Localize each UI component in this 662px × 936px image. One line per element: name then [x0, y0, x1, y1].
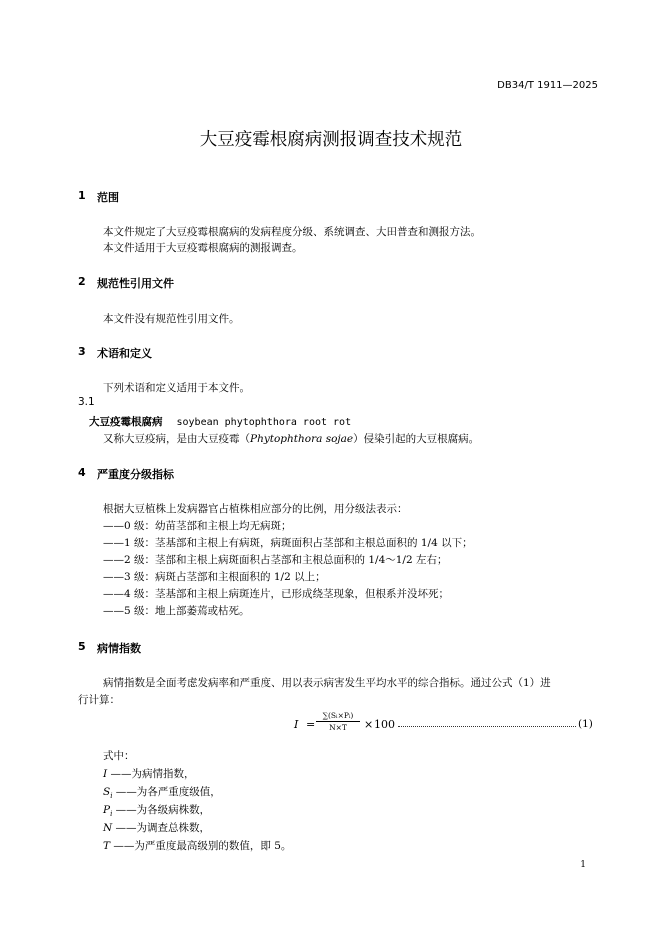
- section-4-intro: 根据大豆植株上发病器官占植株相应部分的比例，用分级法表示：: [103, 503, 408, 515]
- document-title: 大豆疫霉根腐病测报调查技术规范: [199, 130, 463, 150]
- variable-N: [103, 820, 210, 835]
- formula-number: (1): [578, 718, 593, 730]
- term-definition-part-2: ）侵染引起的大豆根腐病。: [353, 433, 480, 445]
- section-5-paragraph-line-1: 病情指数是全面考虑发病率和严重度、用以表示病害发生平均水平的综合指标。通过公式（1）进: [103, 677, 551, 689]
- variable-subscript: i: [110, 810, 113, 819]
- section-1-paragraph-2: 本文件适用于大豆疫霉根腐病的测报调查。: [103, 242, 303, 254]
- formula-fraction: [316, 711, 360, 732]
- term-3-1-chinese: 大豆疫霉根腐病: [89, 416, 163, 428]
- term-3-1-english: soybean phytophthora root rot: [176, 417, 352, 428]
- variable-symbol: N: [103, 822, 113, 834]
- grade-3: ——3 级：病斑占茎部和主根面积的 1/2 以上；: [103, 571, 326, 583]
- variable-T: [103, 838, 291, 853]
- formula-constant: 100: [374, 718, 395, 731]
- term-3-1-heading: [89, 414, 351, 429]
- section-4-title: 严重度分级指标: [97, 468, 174, 481]
- variable-symbol: I: [103, 768, 108, 780]
- formula-1: [294, 711, 598, 739]
- grade-5: ——5 级：地上部萎蔫或枯死。: [103, 605, 250, 617]
- variable-description: ——为病情指数，: [107, 768, 195, 780]
- page-number: 1: [580, 860, 586, 870]
- variable-symbol: S: [103, 786, 111, 798]
- formula-times: ×: [364, 718, 374, 731]
- section-2-number: 2: [78, 275, 86, 288]
- pathogen-latin-name: Phytophthora sojae: [250, 433, 354, 445]
- term-3-1-definition: [103, 431, 479, 446]
- where-label: 式中：: [103, 750, 135, 762]
- variable-Pi: [103, 802, 210, 818]
- formula-leader-dots: [398, 722, 576, 727]
- variable-description: ——为调查总株数，: [112, 822, 211, 834]
- grade-0: ——0 级：幼苗茎部和主根上均无病斑；: [103, 520, 292, 532]
- grade-4: ——4 级：茎基部和主根上病斑连片，已形成绕茎现象，但根系并没坏死；: [103, 588, 450, 600]
- variable-subscript: i: [110, 792, 113, 801]
- section-3-intro: 下列术语和定义适用于本文件。: [103, 382, 250, 394]
- variable-symbol: T: [103, 840, 111, 852]
- section-5-number: 5: [78, 640, 86, 653]
- section-1-title: 范围: [97, 191, 119, 204]
- formula-equals: =: [306, 718, 316, 731]
- section-1-paragraph-1: 本文件规定了大豆疫霉根腐病的发病程度分级、系统调查、大田普查和测报方法。: [103, 226, 481, 238]
- term-definition-part-1: 又称大豆疫病，是由大豆疫霉（: [103, 433, 250, 445]
- variable-I: [103, 766, 195, 781]
- formula-numerator: ∑(Sᵢ×Pᵢ): [316, 711, 360, 722]
- section-2-title: 规范性引用文件: [97, 277, 174, 290]
- document-number: DB34/T 1911—2025: [497, 80, 598, 91]
- section-2-paragraph-1: 本文件没有规范性引用文件。: [103, 313, 240, 325]
- variable-symbol: P: [103, 804, 111, 816]
- variable-Si: [103, 784, 221, 800]
- variable-description: ——为各级病株数，: [112, 804, 211, 816]
- section-5-paragraph-line-2: 行计算：: [78, 694, 120, 706]
- term-3-1-number: 3.1: [78, 396, 95, 408]
- variable-description: ——为严重度最高级别的数值，即 5。: [110, 840, 292, 852]
- formula-lhs: I: [294, 718, 299, 731]
- section-1-number: 1: [78, 189, 86, 202]
- section-4-number: 4: [78, 466, 86, 479]
- formula-denominator: N×T: [329, 723, 347, 732]
- grade-1: ——1 级：茎基部和主根上有病斑，病斑面积占茎部和主根总面积的 1/4 以下；: [103, 537, 473, 549]
- section-3-number: 3: [78, 345, 86, 358]
- variable-description: ——为各严重度级值，: [112, 786, 221, 798]
- grade-2: ——2 级：茎部和主根上病斑面积占茎部和主根总面积的 1/4～1/2 左右；: [103, 554, 448, 566]
- section-3-title: 术语和定义: [97, 347, 152, 360]
- section-5-title: 病情指数: [97, 642, 141, 655]
